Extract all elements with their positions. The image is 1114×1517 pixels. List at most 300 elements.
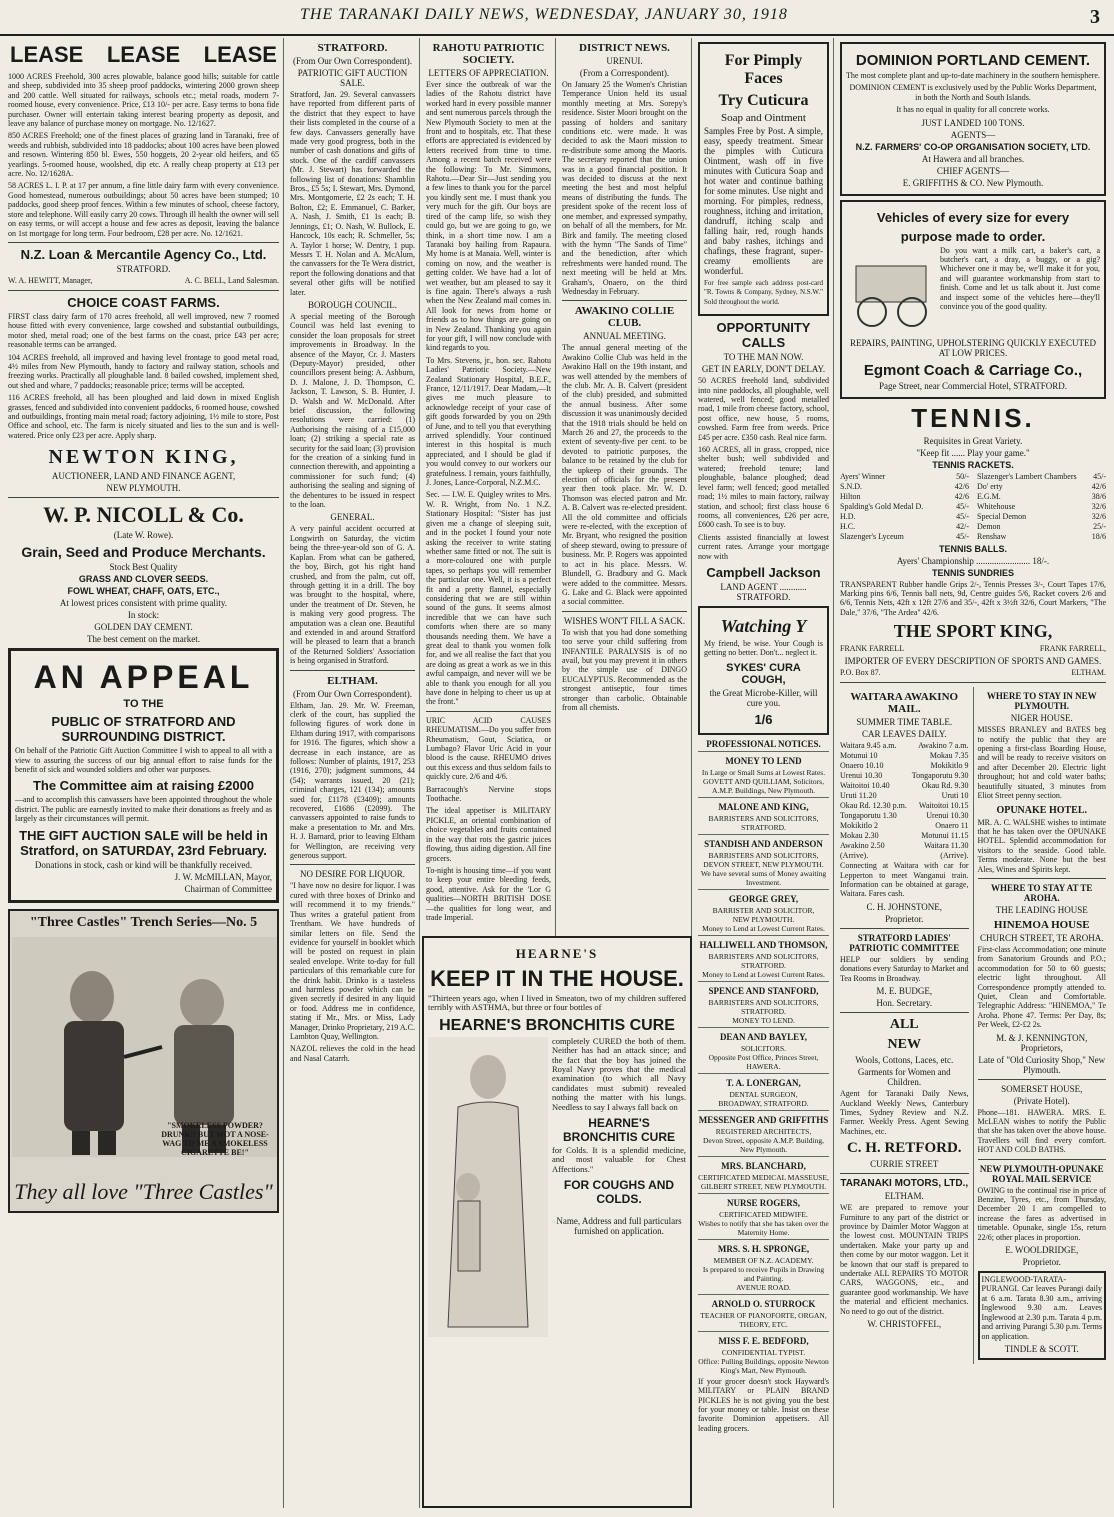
budge: M. E. BUDGE, — [876, 986, 933, 997]
vehicles-heading-2: purpose made to order. — [900, 228, 1046, 244]
racket-row — [977, 512, 1106, 522]
timetable-row-cell: Waitara 11.30 — [924, 841, 969, 851]
farm-listing: 116 ACRES freehold, all has been ploughed and laid down in mixed English grasses, fenced and subdivided into convenient paddocks, 6 roomed house, cowshed and outbuildings, fronting main metal road; factory adjoining, 1½ mile to store, Post Office and school, etc. The farm is nicely situated and lies to the sun and is well-watered. Price only £23 per acre. Apply sharp. — [8, 393, 279, 440]
timetable-row-cell: Urenui 10.30 — [926, 811, 969, 821]
borough-heading: BOROUGH COUNCIL. — [307, 299, 397, 310]
christoffel: W. CHRISTOFFEL, — [867, 1319, 942, 1329]
frank-farrell: FRANK FARRELL, — [1039, 644, 1106, 654]
campbell-jackson: Campbell Jackson — [706, 564, 821, 580]
sport-king: THE SPORT KING, — [893, 621, 1053, 642]
frank-farrell-foot — [840, 668, 1106, 678]
opportunity-early: GET IN EARLY, DON'T DELAY. — [701, 364, 826, 375]
stratford-corr: (From Our Own Correspondent). — [293, 56, 412, 66]
appeal-sale: THE GIFT AUCTION SALE will be held in Stratford, on SATURDAY, 23rd February. — [19, 827, 268, 858]
timetable-row-cell: Tongaporutu 9.30 — [911, 771, 969, 781]
professional-card-line: STRATFORD. — [741, 822, 786, 832]
leading-house: THE LEADING HOUSE — [995, 904, 1088, 915]
nicoll-line: GOLDEN DAY CEMENT. — [94, 622, 193, 633]
newton-king-subtitle: AUCTIONEER, LAND AND FINANCE AGENT, — [51, 471, 236, 482]
timetable — [840, 741, 969, 851]
lease-word: LEASE — [10, 42, 84, 67]
tennis-sub: Requisites in Great Variety. — [923, 435, 1023, 446]
ladies-heading: STRATFORD LADIES' PATRIOTIC COMMITTEE — [849, 932, 960, 953]
timetable-row — [840, 751, 969, 761]
campbell-jackson-sub: LAND AGENT ............ STRATFORD. — [720, 581, 807, 602]
professional-cards — [698, 751, 829, 1377]
racket-row — [977, 522, 1106, 532]
nicoll-trade: Grain, Seed and Produce Merchants. — [21, 544, 266, 561]
timetable-row — [840, 761, 969, 771]
summer-timetable: SUMMER TIME TABLE. — [856, 717, 953, 728]
sundries-body: TRANSPARENT Rubber handle Grips 2/-, Tennis Presses 3/-, Court Tapes 17/6, Marking pins 6/6, Tennis ball nets, 9d, Centre guides 5/6, Racket covers 2/6 and 6/6, Tennis Nets, 42ft x 12ft 27/6 and 35/-, 42ft x 3½ft 32/6, Court Markers, "The Dale," 37/6, "The Ardea" 42/6. — [840, 579, 1106, 617]
page-number: 3 — [1090, 6, 1100, 28]
racket-row — [840, 472, 969, 482]
hearnes-testimonial: "Thirteen years ago, when I lived in Smeaton, two of my children suffered terribly with ASTHMA, but three or four bottles of — [428, 993, 686, 1013]
racket-row-cell: 45/- — [956, 501, 969, 511]
cuticura-foot: For free sample each address post-card "R. Towns & Company, Sydney, N.S.W." Sold throughout the world. — [704, 279, 823, 306]
professional-card-line: NEW PLYMOUTH. — [732, 914, 795, 924]
timetable-row-cell: Awakino 7 a.m. — [918, 741, 969, 751]
timetable-row-cell: Onaero 10.10 — [840, 761, 884, 771]
racket-row-cell: H.D. — [840, 511, 856, 521]
where-to-stay-ta: WHERE TO STAY AT TE AROHA. — [991, 882, 1093, 903]
coast-farms-title: CHOICE COAST FARMS. — [67, 294, 220, 310]
timetable-row-cell: Uruti 11.20 — [840, 791, 877, 801]
dominion-chief: CHIEF AGENTS— — [936, 165, 1010, 176]
watching-heading: Watching Y — [720, 615, 807, 636]
timetable-row-cell: Mokau 2.30 — [840, 831, 879, 841]
hinemoa-body: First-class Accommodation; one minute from Sanatorium Grounds and P.O.; accommodation for 50 to 60 guests; electric light throughout. All Correspondence promptly attended to. Quiet, Clean and Comfortable. Telegraphic Address: "HINEMOA," Te Aroha. Phone 47. Terms: Per Day, 8s; Per Week, £2-£2 2s. — [977, 944, 1106, 1030]
lease-word: LEASE — [106, 42, 181, 67]
dominion-griffiths: E. GRIFFITHS & CO. New Plymouth. — [902, 177, 1044, 188]
racket-row-cell: Slazenger's Lyceum — [840, 531, 904, 541]
opportunity-160: 160 ACRES, all in grass, cropped, nice shelter bush; well subdivided and watered; freehold tenure; land ploughable, balance ploughed; dead level farm; well fenced; good metalled road; 1½ miles to main factory, railway station, and school; first class house 6 rooms, all conveniences, £26 per acre, £600 cash. To see is to buy. — [698, 445, 829, 530]
timetable-row-cell: Uruti 10 — [941, 791, 969, 801]
loan-agency-staff — [8, 276, 279, 286]
grocer-ad: If your grocer doesn't stock Hayward's MILITARY or PLAIN BRAND PICKLES he is not giving you the best for your money or table. Insist on these favorite Dominion appetisers. All leading grocers. — [698, 1376, 829, 1433]
agent-body: Agent for Taranaki Daily News, Auckland Weekly News, Canterbury Times, Sydney Review and N.Z. Farmer. Weekly Press. Agent Sewing Machines, etc. — [840, 1089, 969, 1136]
racket-row — [977, 502, 1106, 512]
woolcot: Wools, Cottons, Laces, etc. — [855, 1055, 954, 1066]
professional-card-name: STANDISH AND ANDERSON — [704, 838, 823, 849]
cart-illustration — [846, 246, 936, 336]
professional-card-line: Money to Lend at Lowest Current Rates. — [702, 923, 825, 933]
eltham-corr: (From Our Own Correspondent). — [293, 688, 412, 699]
annual-meeting-heading: ANNUAL MEETING. — [583, 331, 666, 342]
racket-row — [840, 502, 969, 512]
appeal-body: On behalf of the Patriotic Gift Auction Committee I wish to appeal to all with a view to assuring the success of our big annual effort to raise funds for the benefit of sick and wounded soldiers and other war purposes. — [15, 746, 272, 774]
opportunity-clients: Clients assisted financially at lowest current rates. Arrange your mortgage now with — [698, 532, 829, 561]
nicoll-title: W. P. NICOLL & Co. — [43, 502, 244, 528]
racket-row-cell: 42/6 — [1091, 481, 1106, 491]
timetable-row — [840, 741, 969, 751]
professional-card-line: DENTAL SURGEON, — [729, 1089, 798, 1099]
three-castles-caption: "Three Castles" Trench Series—No. 5 — [29, 914, 258, 930]
liquor-heading: NO DESIRE FOR LIQUOR. — [299, 869, 405, 880]
new-heading: NEW — [887, 1037, 921, 1053]
cuticura-heading-2: Try Cuticura — [718, 92, 809, 109]
frank-farrell: FRANK FARRELL — [840, 644, 905, 654]
general-body: A very painful accident occurred at Longwirth on Saturday, the victim being the three-year-old son of G. A. Kaplan. From what can be gathered, the boy, Birch, got his right hand crushed, and from the palm, cut off, through getting it in a drill. The boy was brought to the hospital, where, under the treatment of Dr. Steven, he is making very good progress. The amputation was a clean one. Beautiful and extended in and around Stratford will be pleased to learn that a branch of the Returned Soldiers' Association is being organised in Stratford. — [290, 524, 415, 666]
professional-card-name: T. A. LONERGAN, — [726, 1077, 801, 1088]
uric-acid-ad: URIC ACID CAUSES RHEUMATISM.—Do you suffer from Rheumatism, Gout, Sciatica, or Lumbago? Flavor Uric Acid in your blood is the cause. RHEUMO drives out this excess and thus seldom fails to quickly cure. 2/6 and 4/6. — [426, 715, 551, 782]
professional-card-line: Office: Pulling Buildings, opposite Newton King's Mart, New Plymouth. — [698, 1356, 829, 1375]
egmont-title: Egmont Coach & Carriage Co., — [863, 361, 1083, 379]
professional-card-line: SOLICITORS. — [740, 1043, 787, 1053]
nicoll-line: At lowest prices consistent with prime quality. — [59, 598, 228, 609]
masthead-title: THE TARANAKI DAILY NEWS, WEDNESDAY, JANUARY 30, 1918 — [300, 6, 788, 23]
gift-auction-body: Stratford, Jan. 29. Several canvassers have reported from different parts of the district that they expect to have their lists completed in the course of a few days. Canvassers generally have made very good progress, both in the number of cash donations and gifts of stock. One of the cardiff canvassers (Mr. J. Stewart) has forwarded the following list of donations: Shamblin Bros., £5 5s; I. Stewart, Mrs. Dymond, Mrs. Montgomerie, £2 2s each; T. H. Bolton, £2; E. Emmanuel, C. Barker, A. Nash, J. Smith, £1 1s each; B. Jennings, £1; O. Nash, W. Bullock, E. Hancock, 10s each; R. Schmeller, 5s; A. Taylor 1 horse; W. Dentry, 1 pup. Messrs T. H. Nolan and A. McAlum, the canvassers for the Te Wera district, report the following donations and that several other gifts will be notified later. — [290, 90, 415, 297]
rahotu-body-3: Sec. — I.W. E. Quigley writes to Mrs. W. R. Wright, from No. 1 N.Z. Stationary Hospital: "Sister has just given me a change of sleeping suit, and in the pocket I found your note asking the receiver to write stating whether same fitted or not. The suit is a more-coloured one with purple tapes, so perhaps you will remember the particular one. Well, it is a perfect fit and a pretty flannel, especially considering that we are still within sound of the guns. It seems almost incredible that we can have such comforts when there are so many thousands needing them. We have a great deal to thank you women folk for, and we all realise the fact that you are doing as great a work as we in this awful campaign, and never will we be able to thank you enough for all you have done in helping to cheer us up at the front." — [426, 490, 551, 707]
keep-it-heading: KEEP IT IN THE HOUSE. — [430, 966, 684, 991]
royal-mail-body: OWING to the continual rise in price of Benzine, Tyres, etc., from Thursday, December 20 I am compelled to increase the fares as advertised in timetable. Opunake, single 15s, return 22/6; other places in proportion. — [977, 1185, 1106, 1242]
racket-row-cell: 32/6 — [1091, 511, 1106, 521]
professional-card-name: MRS. S. H. SPRONGE, — [717, 1243, 810, 1254]
column-1 — [4, 38, 284, 1508]
professional-card-line: A.M.P. Buildings, New Plymouth. — [712, 785, 815, 795]
racket-row — [977, 492, 1106, 502]
dominion-line: The most complete plant and up-to-date machinery in the southern hemisphere. — [846, 71, 1100, 80]
taranaki-motors-town: ELTHAM. — [884, 1191, 924, 1202]
egmont-sub: Page Street, near Commercial Hotel, STRATFORD. — [879, 380, 1067, 391]
timetable-row — [840, 841, 969, 851]
timetable-row — [840, 781, 969, 791]
rackets-right — [977, 472, 1106, 542]
professional-card-line: BARRISTERS AND SOLICITORS, — [708, 813, 819, 823]
wishes-body: To wish that you had done something too serve your child suffering from INFANTILE PARALYSIS is of no avail, but you may prevent it in others by the simple use of DINGO EUCALYPTUS. Recommended as the strongest antiseptic, four times stronger than carbolic. Obtainable from all chemists. — [562, 627, 687, 712]
professional-card-line: CERTIFICATED MEDICAL MASSEUSE, — [698, 1172, 829, 1182]
gift-auction-heading: PATRIOTIC GIFT AUCTION SALE. — [297, 68, 408, 88]
johnstone: C. H. JOHNSTONE, — [866, 901, 943, 912]
professional-card-line: MEMBER OF N.Z. ACADEMY. — [713, 1255, 814, 1265]
lease-item: 58 ACRES L. I. P. at 17 per annum, a fine little dairy farm with every convenience. Good homestead, numerous outbuildings; about 50 acres have been stumped; 10 paddocks, good sheep proof fences. Within a few minutes of school, cheese factory, store and telephone. Will easily carry 20 cows. Through ill health the owner will sell on easy terms, or will accept a house and few acres as deposit, leaving the balance on 1st mortgage for long term. Four bedroom, £28 per acre. No. 12/1621. — [8, 181, 279, 238]
opunake-hotel: OPUNAKE HOTEL. — [996, 804, 1088, 816]
timetable-row — [840, 811, 969, 821]
awakino-body: The annual general meeting of the Awakino Collie Club was held in the Awakino Hall on the 19th instant, and was well attended by the members of the club. Mr. A. B. Calvert (president of the club) presided, and submitted the annual business. After some discussion it was unanimously decided that the 1918 trials should be held on March 26 and 27, the proceeds to the extent of seventy-five per cent. to be devoted to patriotic purposes, the balance to be retained by the club for the upkeep of their grounds. The election of officials for the present year then took place. Mr. W. D. Thomson was elected patron and Mr. A. B. Calvert was re-elected president. All the old committee and officials were re-elected, with the exception of Mr. Bryant, who resigned the position of sheep steward, owing to pressure of business. Mr. P. Rogers was appointed to act in his place. Messrs. W. Blundell, G. Bradbury and G. Mack were added to the committee. Messrs. G. Lake and G. Black were appointed a social committee. — [562, 343, 687, 607]
nazol-notice: NAZOL relieves the cold in the head and Nasal Catarrh. — [290, 1044, 415, 1063]
racket-row-cell: Whitehouse — [977, 501, 1016, 511]
racket-row-cell: S.N.D. — [840, 481, 863, 491]
professional-card-line: STRATFORD. — [741, 1006, 786, 1016]
racket-row — [840, 532, 969, 542]
newton-king-title: NEWTON KING, — [48, 446, 239, 469]
professional-card-name: MRS. BLANCHARD, — [721, 1160, 806, 1171]
frank-farrell-town: ELTHAM. — [1071, 668, 1106, 678]
sykes-price: 1/6 — [754, 711, 773, 727]
professional-card-line: Devon Street, opposite A.M.P. Building, New Plymouth. — [702, 1135, 825, 1154]
inglewood-body: INGLEWOOD-TARATA-PURANGI. Car leaves Purangi daily at 6 a.m. Tarata 8.30 a.m., arriving Inglewood 9.30 a.m. Leaves Inglewood at 2.30 p.m. Tarata 4 p.m. and arriving Purangi 5.30 p.m. Terms on application. — [981, 1275, 1102, 1341]
nicoll-line: In stock: — [127, 610, 160, 621]
racket-row-cell: 32/6 — [1091, 501, 1106, 511]
johnstone-role: Proprietor. — [885, 913, 924, 924]
coughs-colds: FOR COUGHS AND COLDS. — [563, 1178, 675, 1207]
rahotu-body-2: To Mrs. Stevens, jr., hon. sec. Rahotu Ladies' Patriotic Society.—New Zealand Stationary Hospital, B.E.F., France, 12/11/1917. Dear Madam,—It gives me much pleasure to acknowledge receipt of your case of gift goods forwarded by you on 29th of June, and to tell you that everything arrived splendidly. Your continued interest in this hospital is much appreciated, and I should be glad if you would convey to our workers our gratefulness. I remain, yours faithfully, J. Jones, Lance-Corporal, N.Z.M.C. — [426, 355, 551, 488]
professional-card-line: MONEY TO LEND. — [732, 1015, 795, 1025]
racket-row-cell: 25/- — [1093, 521, 1106, 531]
vehicles-repair: REPAIRS, PAINTING, UPHOLSTERING QUICKLY EXECUTED AT LOW PRICES. — [849, 337, 1097, 358]
professional-card-line: Is prepared to receive Pupils in Drawing and Painting. — [702, 1264, 825, 1283]
timetable-row-cell: Onaero 11 — [935, 821, 969, 831]
professional-card-name: MONEY TO LEND — [725, 755, 802, 766]
appeal-signature: J. W. McMILLAN, Mayor, — [174, 871, 272, 882]
rahotu-heading: RAHOTU PATRIOTIC SOCIETY. — [432, 42, 545, 66]
hearnes-brand: HEARNE'S — [515, 946, 599, 961]
racket-row-cell: 50/- — [956, 471, 969, 481]
nicoll-quality: Stock Best Quality — [109, 562, 178, 573]
sykes-name: SYKES' CURA COUGH, — [726, 661, 801, 686]
inglewood-box — [978, 1271, 1107, 1360]
name-address: Name, Address and full particulars furnished on application. — [556, 1216, 682, 1237]
racket-row — [840, 492, 969, 502]
timetable-row-cell: Tongaporutu 1.30 — [840, 811, 897, 821]
vehicles-heading: Vehicles of every size for every — [876, 209, 1070, 225]
professional-card-line: CERTIFICATED MIDWIFE. — [719, 1209, 808, 1219]
opportunity-50: 50 ACRES freehold land, subdivided into nine paddocks, all ploughable, well watered, well fenced; good metalled road, 1 mile from cheese factory, school, post office, new house, 5 rooms, cowshed. Farm free from weeds. Price £45 per acre. £350 cash. Real nice farm. — [698, 376, 829, 442]
dominion-cement-ad — [840, 42, 1106, 196]
racket-row-cell: E.G.M. — [977, 491, 1001, 501]
professional-card — [698, 935, 829, 981]
dominion-line: It has no equal in quality for all concrete works. — [896, 105, 1050, 115]
garments: Garments for Women and Children. — [857, 1067, 951, 1088]
dominion-hawera: At Hawera and all branches. — [921, 153, 1025, 164]
racket-row-cell: 18/6 — [1091, 531, 1106, 541]
masthead — [0, 0, 1114, 36]
district-news-heading: DISTRICT NEWS. — [579, 42, 670, 54]
loan-agency-town: STRATFORD. — [116, 263, 171, 274]
frank-farrell-box: P.O. Box 87. — [840, 668, 881, 678]
sundries-heading: TENNIS SUNDRIES — [931, 567, 1014, 578]
professional-card — [698, 834, 829, 889]
sykes-ad — [698, 606, 829, 735]
wooldridge: E. WOOLDRIDGE, — [1005, 1245, 1079, 1256]
opunake-body: MR. A. C. WALSHE wishes to intimate that he has taken over the OPUNAKE HOTEL. Splendid accommodation for visitors to the seaside. Good table. Terms moderate. None but the best Ales, Wines and Spirits kept. — [977, 817, 1106, 874]
motors-body: WE are prepared to remove your Furniture to any part of the district or province by Daimler Motor Waggon at the lowest cost. MOUNTAIN TRIPS undertaken. Make your party up and then come by our motor waggon. Let it be known that our staff is prepared to undertake ALL REPAIRS TO MOTOR CARS, WAGGONS, etc., and guarantee good workmanship. We have the material and efficient mechanics. No need to go out of the district. — [840, 1203, 969, 1316]
professional-card — [698, 981, 829, 1027]
rahotu-body: Ever since the outbreak of war the ladies of the Rahotu district have worked hard in every possible manner and sent numerous parcels through the New Plymouth Society to men at the front and to hospitals, etc. That these efforts are appreciated is evidenced by letters received from time to time. Among a recent batch received were the following: To Mr. Simmons, Rahotu.—Dear Sir—Just sending you a few lines to thank you for the parcel you kindly sent me. I must thank you very much for the gift. Our boys are tired of the camp life, so wish they could go, but we are going to go, we think, in a short time now. I am a Taranaki boy hailing from Rapaura. My home is at Manaia. Well, winter is coming on now, and the weather is getting colder. We have had a lot of wet weather, but am pleased to say it is fine again. There's always a rush when the New Zealand mail comes in. All look for news from home or friends as to how things are going on in New Zealand. Thanking you again for your gift, I will now conclude with kind regards to you. — [426, 80, 551, 353]
arrive-row — [840, 851, 969, 861]
farm-listing: 104 ACRES freehold, all improved and having level frontage to good metal road, 4½ miles from New Plymouth, handy to factory and railway station, schools and freezing works. Practically all ploughable land. 8 bailed cowshed, implement shed, out shed and whare, 7 paddocks; reasonable price; terms will be accepted. — [8, 352, 279, 390]
column-5 — [694, 38, 834, 1508]
stratford-heading: STRATFORD. — [317, 42, 388, 54]
racket-row-cell: Renshaw — [977, 531, 1007, 541]
hinemoa-house: HINEMOA HOUSE — [993, 918, 1090, 931]
niger-house: NIGER HOUSE. — [1010, 713, 1073, 724]
wooldridge-role: Proprietor. — [1022, 1257, 1061, 1268]
racket-row-cell: Ayers' Winner — [840, 471, 886, 481]
professional-card-line: BARRISTERS AND SOLICITORS, — [708, 850, 819, 860]
timetable-row — [840, 821, 969, 831]
farm-listing: FIRST class dairy farm of 170 acres freehold, all well improved, new 7 roomed house fitted with every convenience, large cowshed and substantial outbuildings, motor shed, metal road; one of the best farms on the coast, price £43 per acre; reasonable terms can be arranged. — [8, 311, 279, 350]
balls-heading: TENNIS BALLS. — [938, 543, 1007, 554]
appeal-title: AN APPEAL — [33, 659, 254, 696]
racket-row-cell: Hilton — [840, 491, 861, 501]
appeal-public: PUBLIC OF STRATFORD AND SURROUNDING DISTRICT. — [51, 714, 236, 745]
arrive-label: (Arrive). — [940, 851, 969, 861]
professional-card-line: AVENUE ROAD. — [736, 1282, 791, 1292]
racket-row-cell: 45/- — [956, 531, 969, 541]
hinemoa-sub: CHURCH STREET, TE AROHA. — [980, 932, 1104, 943]
professional-card — [698, 889, 829, 935]
arrive-label: (Arrive). — [840, 851, 869, 861]
professional-card-name: MALONE AND KING, — [718, 801, 809, 812]
somerset-body: Phone—181. HAWERA. MRS. E. McLEAN wishes to notify the Public that she has taken over the above house. Travellers will find every comfort. HOT AND COLD BATHS. — [977, 1107, 1106, 1155]
racket-row — [977, 532, 1106, 542]
appeal-aim: The Committee aim at raising £2000 — [32, 778, 255, 794]
tindle-scott: TINDLE & SCOTT. — [1004, 1343, 1079, 1354]
professional-card-name: ARNOLD O. STURROCK — [711, 1298, 816, 1309]
professional-card-line: BARRISTERS AND SOLICITORS, — [708, 951, 819, 961]
nicoll-subtitle: (Late W. Rowe). — [113, 530, 174, 541]
rackets-heading: TENNIS RACKETS. — [932, 459, 1014, 470]
kennington-sub: Late of "Old Curiosity Shop," New Plymouth. — [978, 1054, 1106, 1075]
racket-row-cell: 42/6 — [954, 481, 969, 491]
professional-card-line: GOVETT AND QUILLIAM, Solicitors, — [703, 776, 824, 786]
professional-card-name: MESSENGER AND GRIFFITHS — [698, 1114, 829, 1125]
professional-card — [698, 751, 829, 797]
column-6 — [836, 38, 1110, 1508]
timetable-row-cell: Mokikitlo 2 — [840, 821, 879, 831]
professional-card — [698, 1294, 829, 1331]
racket-row-cell: Slazenger's Lambert Chambers — [977, 471, 1077, 481]
all-heading: ALL — [889, 1017, 919, 1033]
timetable-row-cell: Waitoitoi 10.15 — [918, 801, 969, 811]
professional-card-line: STRATFORD. — [741, 960, 786, 970]
eltham-body: Eltham, Jan. 29. Mr. W. Freeman, clerk of the court, has supplied the following figures of work done in Eltham during 1917, with comparisons for 1916. The figures, which show a decrease in each instance, are as follows: Number of plaints, 1917, 253 (1916, 270); judgment summons, 44 (54); warrants issued, 20 (21); criminal charges, 121 (134); amounts sued for, £1178 (£3409); amounts recovered, £1686 (£2099). The canvassers appointed to raise funds to make a presentation to Mr. and Mrs. H. J. Barnard, prior to leaving Eltham for Wellington, are receiving very generous support. — [290, 700, 415, 861]
appeal-donations: Donations in stock, cash or kind will be thankfully received. — [34, 859, 253, 870]
connect-body: Connecting at Waitara with car for Lepperton to meet Wanganui train. Information can be obtained at garage, Waitara. Fares cash. — [840, 861, 969, 899]
racket-row-cell: 42/- — [956, 521, 969, 531]
balls-line: Ayers' Championship ........................ 18/-. — [896, 555, 1050, 566]
three-castles-tagline: They all love "Three Castles" — [14, 1178, 273, 1204]
professional-card-name: SPENCE AND STANFORD, — [708, 985, 819, 996]
racket-row-cell: Spalding's Gold Medal D. — [840, 501, 924, 511]
timetable-row — [840, 791, 969, 801]
professional-card — [698, 1193, 829, 1239]
lease-item: 850 ACRES Freehold; one of the finest places of grazing land in Taranaki, free of weeds and rubbish, subdivided into 18 paddocks; about 100 acres have been plowed and resown. Wintering 850 bl. Ewes, 550 hoggets, 20 2-year old heifers, and 65 yearlings. 5-roomed house, woolshed, dip etc. A really cheap property at £13 per acre. No. 12/1628A. — [8, 131, 279, 179]
racket-row-cell: Special Demon — [977, 511, 1027, 521]
hearnes-cure-side: HEARNE'S BRONCHITIS CURE — [562, 1116, 675, 1145]
racket-row — [840, 482, 969, 492]
timetable-row — [840, 801, 969, 811]
nicoll-line: FOWL WHEAT, CHAFF, OATS, ETC., — [67, 586, 220, 597]
professional-notices: PROFESSIONAL NOTICES. — [706, 738, 821, 749]
somerset-sub: (Private Hotel). — [1013, 1095, 1070, 1106]
appeal-to: TO THE — [123, 698, 164, 711]
timetable-row-cell: Mokau 7.35 — [929, 751, 969, 761]
lease-banner — [10, 42, 277, 68]
cuticura-heading-3: Soap and Ointment — [721, 112, 806, 124]
pickle-ad: The ideal appetiser is MILITARY PICKLE, an oriental combination of choice vegetables and fruits contained in the way that rots the gastric juices flowing, thus aiding digestion. All fine grocers. — [426, 806, 551, 863]
tennis-title: TENNIS. — [911, 402, 1035, 433]
dominion-title: DOMINION PORTLAND CEMENT. — [855, 52, 1091, 69]
cuticura-heading: For Pimply Faces — [724, 52, 803, 87]
waitara-heading: WAITARA AWAKINO MAIL. — [850, 691, 959, 716]
racket-row — [840, 522, 969, 532]
racket-row-cell: 38/6 — [1091, 491, 1106, 501]
professional-card-line: GILBERT STREET, NEW PLYMOUTH. — [700, 1181, 827, 1191]
cuticura-body: Samples Free by Post. A simple, easy, speedy treatment. Smear the pimples with Cuticura Ointment, wash off in five minutes with Cuticura Soap and hot water and continue bathing for some minutes. Use night and morning. For pimples, redness, roughness, itching and irritation, dandruff, itching scalp and falling hair, red, rough hands and baby rashes, itchings and chafings, these fragrant, super-creamy emollients are wonderful. — [704, 126, 823, 276]
loan-agency-title: N.Z. Loan & Mercantile Agency Co., Ltd. — [20, 246, 267, 262]
general-heading: GENERAL. — [330, 512, 375, 523]
timetable-row-cell: Urenui 10.30 — [840, 771, 883, 781]
urenui-corr: (From a Correspondent). — [579, 68, 670, 78]
professional-card-line: Wishes to notify that she has taken over the Maternity Home. — [698, 1218, 829, 1237]
timetable-row-cell: Awakino 2.50 — [840, 841, 885, 851]
hearnes-cure-side-2: for Colds. It is a splendid medicine, and most valuable for Chest Affections." — [552, 1145, 686, 1174]
currie-street: CURRIE STREET — [870, 1159, 939, 1170]
timetable-row-cell: Okau Rd. 9.30 — [921, 781, 969, 791]
budge-role: Hon. Secretary. — [876, 998, 933, 1009]
racket-row-cell: H.C. — [840, 521, 856, 531]
vehicles-body: Do you want a milk cart, a baker's cart, a butcher's cart, a dray, a buggy, or a gig? Whichever one it may be, we'll make it for you, and will guarantee workmanship from start to finish. Come and let us talk about it. Just come and inspect some of the vehicles here—they'll convince you of the good quality. — [940, 245, 1100, 312]
professional-card-name: GEORGE GREY, — [728, 893, 799, 904]
professional-card — [698, 1331, 829, 1377]
appeal-body-2: —and to accomplish this canvassers have been appointed throughout the whole district. The public are earnestly invited to make their donations as freely and as largely as their circumstances will permit. — [15, 795, 272, 824]
tennis-keep: "Keep fit ...... Play your game." — [916, 447, 1030, 458]
mother-child-illustration — [428, 1037, 548, 1337]
professional-card-line: REGISTERED ARCHITECTS, — [715, 1126, 812, 1136]
kennington: M. & J. KENNINGTON, Proprietors, — [996, 1032, 1088, 1053]
timetable-row-cell: Waitoitoi 10.40 — [840, 781, 890, 791]
racket-row — [840, 512, 969, 522]
dominion-landed: JUST LANDED 100 TONS. — [921, 117, 1025, 128]
professional-card-name: HALLIWELL AND THOMSON, — [699, 939, 828, 950]
racket-row-cell: 45/- — [956, 511, 969, 521]
speech-bubble: "SMOKELESS POWDER? DRUNK!! BUT WOT A NOSE-WAG TO ME A SMOKELESS CIGARETTE BE!" — [161, 1120, 269, 1157]
liquor-body: "I have now no desire for liquor. I was cured with three boxes of Drinko and will recommend it to my friends." Thus writes a grateful patient from Trentham. We have hundreds of similar letters on file. Send the evidence for yourself in booklet which will be posted on request in plain sealed envelope. Write to-day for full particulars of this remarkable cure for the drink habit. Drinko is a tasteless and harmless powder which can be given secretly if desired in any liquid or food. Address me in confidence, stating if Mr., Mrs. or Miss, Lady Manager, Drinko Proprietary, 219 A.C. Lambton Quay, Wellington. — [290, 881, 415, 1041]
wishes-heading: WISHES WON'T FILL A SACK. — [563, 615, 686, 626]
hearnes-cure-body: completely CURED the both of them. Neither has had an attack since; and the fact that the boy has joined the Royal Navy proves that the medical examination (to which all Navy candidates must submit) revealed nothing the matter with his lungs. Needless to say I always fall back on — [552, 1035, 686, 1112]
taranaki-motors: TARANAKI MOTORS, LTD., — [840, 1178, 969, 1190]
three-castles-ad — [8, 909, 279, 1213]
letters-heading: LETTERS OF APPRECIATION. — [428, 68, 549, 78]
urenui-body: On January 25 the Women's Christian Temperance Union held its usual monthly meeting at Mrs. Sorepy's residence. Sister Moori brought on the passing of holders and sanitary conditions etc. were made. It was decided to ask the Maori mission to re-distribute some among the Maoris. The secretary reported that the union was in a good financial position. It was decided to discuss at the next meeting the best and most helpful means of distributing the funds. The president spoke of the recent loss of one member, and expressed sympathy, on behalf of all the members, for Mr. Birk and family. The meeting closed with the hymn "The Sands of Time" and the benediction, after which refreshments were handed round. The next meeting will be held at Mrs. Graham's, Onaero, on the third Wednesday in February. — [562, 80, 687, 296]
racket-row-cell: 42/6 — [954, 491, 969, 501]
loan-manager: W. A. HEWITT, Manager, — [8, 275, 93, 285]
hearnes-cure-name: HEARNE'S BRONCHITIS CURE — [439, 1016, 675, 1034]
egmont-coach-ad — [840, 200, 1106, 399]
professional-card — [698, 1073, 829, 1110]
dominion-nzf: N.Z. FARMERS' CO-OP ORGANISATION SOCIETY, LTD. — [855, 141, 1091, 152]
professional-card-line: BROADWAY, STRATFORD. — [718, 1098, 809, 1108]
rackets-left — [840, 472, 969, 542]
professional-card — [698, 1027, 829, 1073]
timetable-row-cell: Waitara 9.45 a.m. — [840, 741, 897, 751]
professional-card-name: MISS F. E. BEDFORD, — [718, 1335, 809, 1346]
dominion-line: DOMINION CEMENT is exclusively used by the Public Works Department, in both the North and South Islands. — [849, 83, 1097, 102]
ladies-body: HELP our soldiers by sending donations every Saturday to Market and Tea Rooms in Broadway. — [840, 954, 969, 983]
timetable-row-cell: Okau Rd. 12.30 p.m. — [840, 801, 907, 811]
tonight-ad: To-night is housing time—if you want to keep your entire bleeding feeds, good, attentive. Ask for the 'Lor G qualities—NORTH BRITISH DOSE—the qualities for long wear, and trade Imperial. — [426, 865, 551, 922]
borough-body: A special meeting of the Borough Council was held last evening to consider the loan proposals for street improvements in Broadway. In the absence of the Mayor, Cr. J. Masters (Deputy-Mayor) presided, other councillors present being: A. Ashburn, D. J. Malone, J. D. Thompson, C. Jackson, T. Lawson, S. B. Hunter, J. D. Walsh and W. McDonald. After brief discussion, the following resolutions were carried: (1) Authorising the raising of a £15,000 loan; (2) striking a special rate as security for the said loan; (3) provision for the creation of a sinking fund in connection therewith, and appointing a commissioner for such fund; (4) authorising the sealing and signing of the debentures to be issued in respect to the loan. — [290, 311, 415, 510]
professional-card — [698, 1156, 829, 1193]
niger-body: MISSES BRANLEY and BATES beg to notify the public that they are opening a first-class Boarding House, and will be ready to receive visitors on and after December 20. Electric light throughout; hot and cold water baths; beautifully situated, 3 minutes from Eliot Street penny section. — [977, 725, 1106, 801]
retford: C. H. RETFORD. — [846, 1140, 962, 1157]
newton-king-town: NEW PLYMOUTH. — [106, 483, 181, 494]
racket-row — [977, 472, 1106, 482]
nicoll-line: The best cement on the market. — [87, 634, 200, 645]
hearnes-ad — [422, 936, 692, 1508]
professional-card-line: Money to Lend at Lowest Current Rates. — [702, 969, 825, 979]
professional-card-line: BARRISTER AND SOLICITOR, — [712, 905, 815, 915]
lease-item: 1000 ACRES Freehold, 300 acres plowable, balance good hills; suitable for cattle and sheep, subdivided into 35 sheep proof paddocks, wintering 2000 grown sheep and 200 cattle. Well situated for railways, schools etc.; metal roads, modern 7-roomed house, every convenience. Price, £13 10/- per acre. Easy terms to bona fide purchaser. Owner will entertain taking interest bearing property as deposit, and leave any balance of purchase money on mortgage. No. 12/1627. — [8, 72, 279, 129]
appeal-signature-role: Chairman of Committee — [184, 883, 272, 894]
opportunity-sub: TO THE MAN NOW. — [723, 352, 804, 363]
timetable-row-cell: Motunui 11.15 — [921, 831, 969, 841]
professional-card-line: We have several sums of Money awaiting Investment. — [700, 868, 827, 887]
opportunity-title: OPPORTUNITY CALLS — [716, 320, 811, 351]
professional-card-line: DEVON STREET, NEW PLYMOUTH. — [703, 859, 824, 869]
